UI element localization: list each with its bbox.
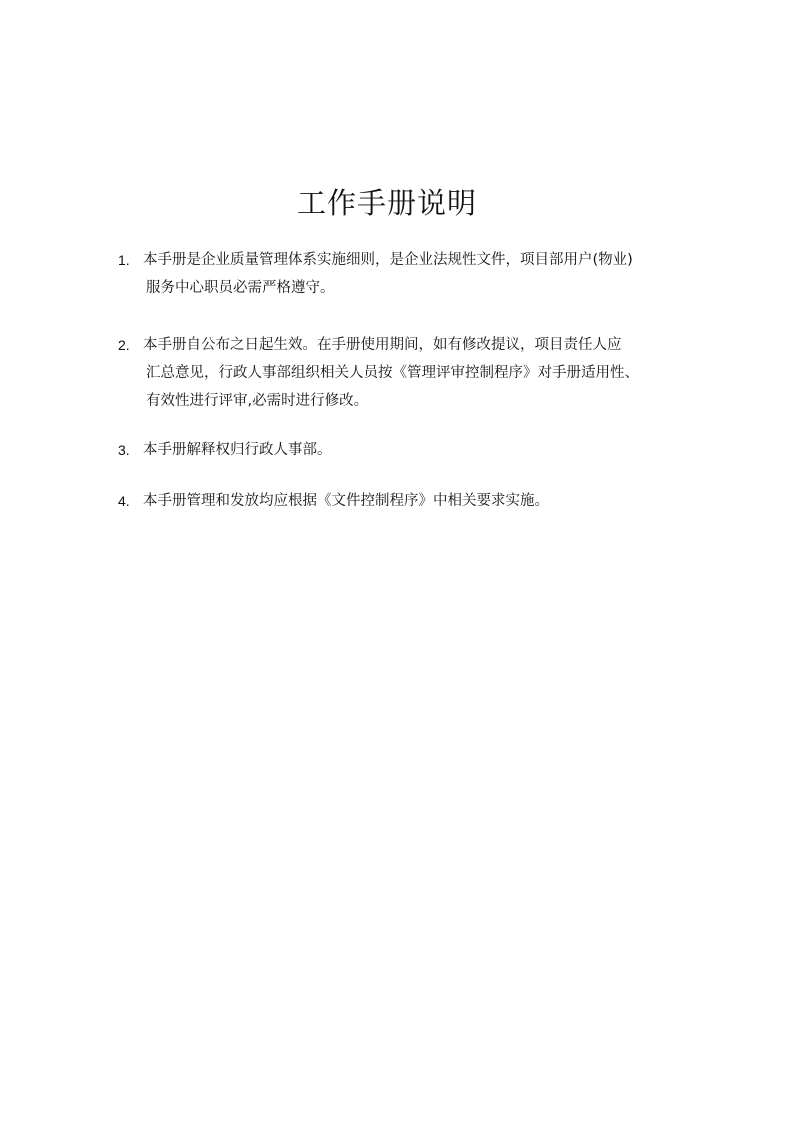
- item-text-line: 汇总意见，行政人事部组织相关人员按《管理评审控制程序》对手册适用性、: [146, 365, 639, 381]
- list-item: [118, 436, 708, 464]
- item-number: 2.: [118, 337, 130, 353]
- item-text-line: 本手册解释权归行政人事部。: [143, 442, 332, 458]
- list-item: [118, 487, 708, 515]
- item-number: 4.: [118, 493, 130, 509]
- list-item: [118, 246, 708, 302]
- item-text-line: 有效性进行评审,必需时进行修改。: [146, 393, 369, 409]
- item-text-line: 本手册是企业质量管理体系实施细则，是企业法规性文件，项目部用户(物业): [143, 252, 633, 268]
- item-number: 1.: [118, 252, 130, 268]
- page-title: 工作手册说明: [296, 186, 477, 220]
- item-text-line: 本手册管理和发放均应根据《文件控制程序》中相关要求实施。: [143, 493, 549, 509]
- item-text-line: 服务中心职员必需严格遵守。: [146, 280, 335, 296]
- instruction-list: [118, 246, 708, 515]
- item-text-line: 本手册自公布之日起生效。在手册使用期间，如有修改提议，项目责任人应: [143, 337, 622, 353]
- list-item: [118, 331, 708, 415]
- item-number: 3.: [118, 442, 130, 458]
